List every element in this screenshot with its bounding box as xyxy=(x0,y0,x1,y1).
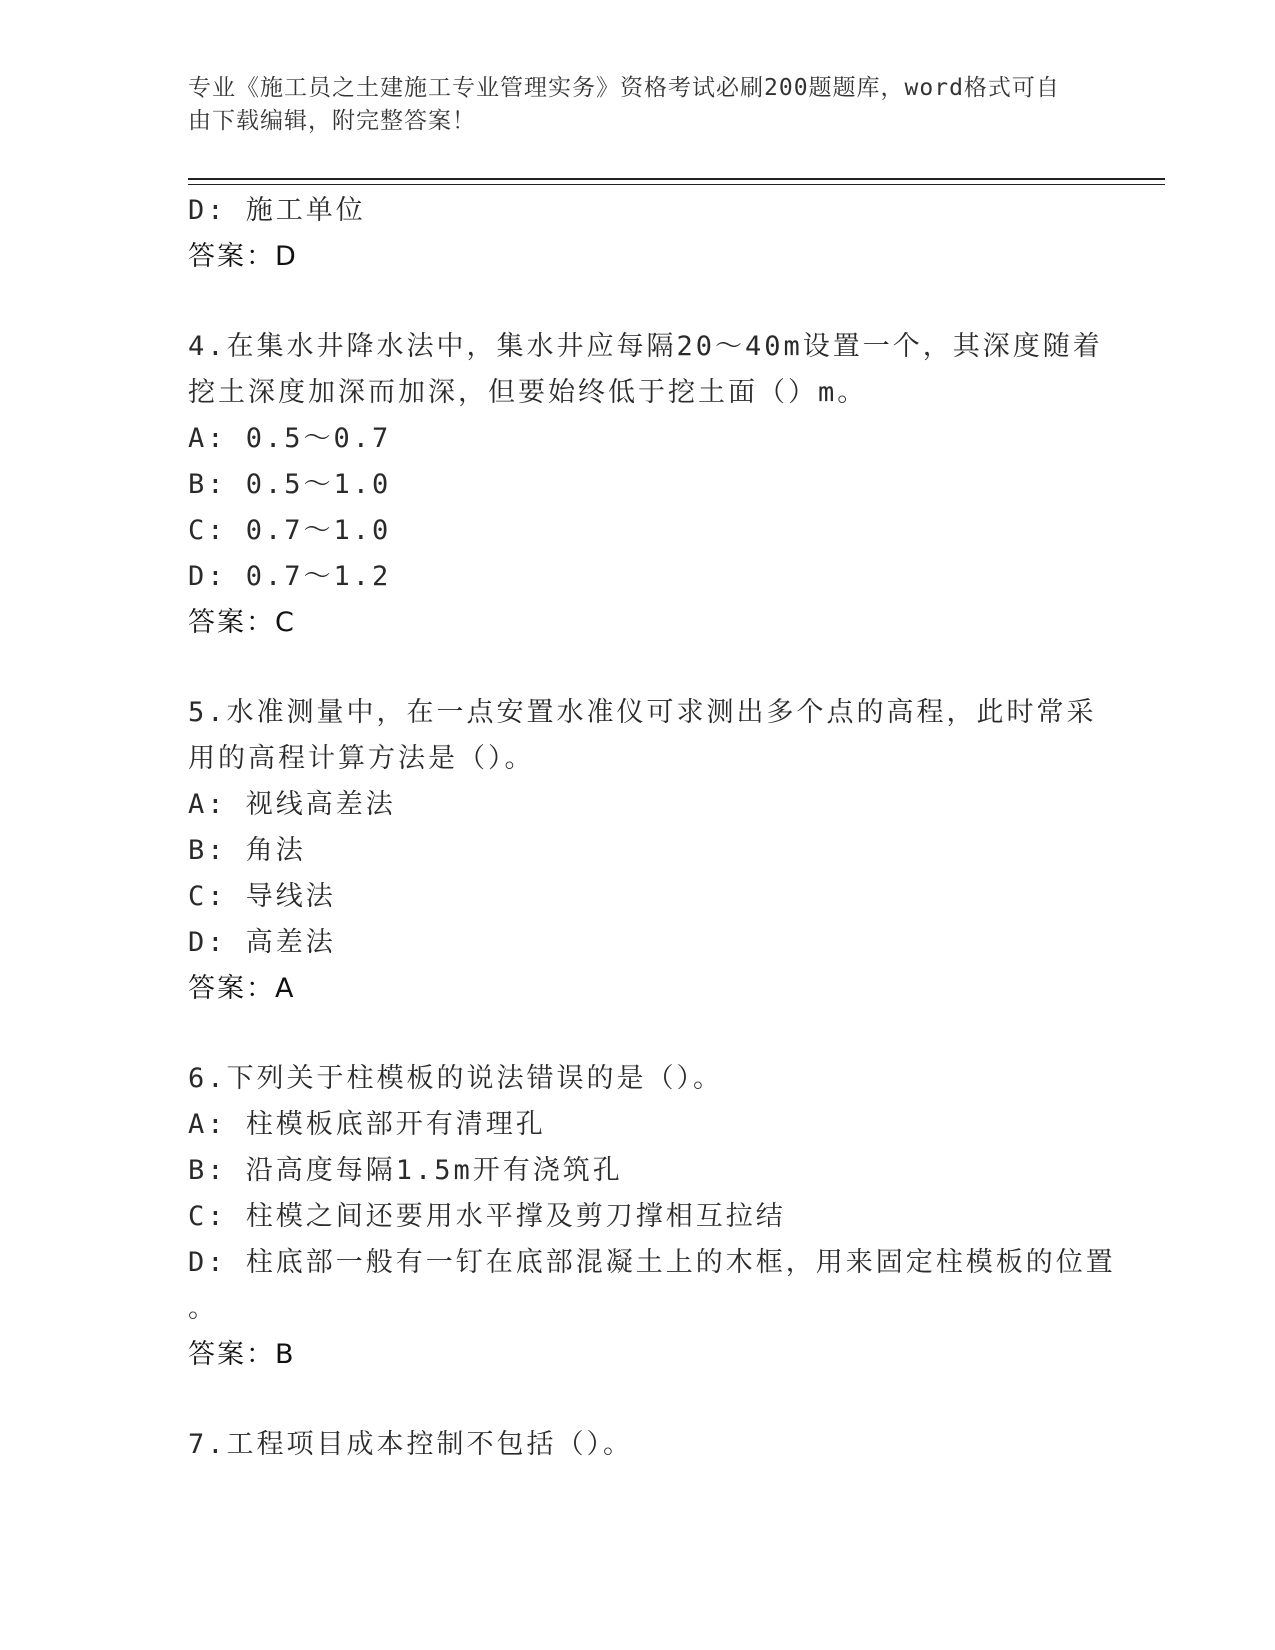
q4-stem-line2: 挖土深度加深而加深，但要始终低于挖土面（）m。 xyxy=(188,377,868,408)
q6-option-d: D: 柱底部一般有一钉在底部混凝土上的木框，用来固定柱模板的位置 xyxy=(188,1247,1116,1278)
header-divider-thin xyxy=(188,184,1165,185)
q6-option-a: A: 柱模板底部开有清理孔 xyxy=(188,1109,546,1140)
q4-option-c: C: 0.7～1.0 xyxy=(188,515,392,546)
question-4 xyxy=(188,324,1103,646)
q4-option-a: A: 0.5～0.7 xyxy=(188,423,392,454)
q6-stem: 6.下列关于柱模板的说法错误的是（）。 xyxy=(188,1063,724,1094)
question-7 xyxy=(188,1422,1088,1468)
q7-stem: 7.工程项目成本控制不包括（）。 xyxy=(188,1429,634,1460)
q6-option-c: C: 柱模之间还要用水平撑及剪刀撑相互拉结 xyxy=(188,1201,786,1232)
q5-option-b: B: 角法 xyxy=(188,835,306,866)
q5-option-c: C: 导线法 xyxy=(188,881,336,912)
question-5 xyxy=(188,690,1097,1012)
q5-option-a: A: 视线高差法 xyxy=(188,789,396,820)
question-list xyxy=(188,188,1116,1468)
question-6 xyxy=(188,1056,1116,1378)
q4-stem-line1: 4.在集水井降水法中，集水井应每隔20～40m设置一个，其深度随着 xyxy=(188,331,1103,362)
q5-stem-line2: 用的高程计算方法是（）。 xyxy=(188,743,535,774)
question-3-fragment xyxy=(188,188,1088,280)
q4-option-b: B: 0.5～1.0 xyxy=(188,469,392,500)
q5-stem-line1: 5.水准测量中，在一点安置水准仪可求测出多个点的高程，此时常采 xyxy=(188,697,1097,728)
q4-answer: 答案：C xyxy=(188,607,296,638)
q6-option-b: B: 沿高度每隔1.5m开有浇筑孔 xyxy=(188,1155,623,1186)
q3-answer: 答案：D xyxy=(188,241,298,272)
q6-answer: 答案：B xyxy=(188,1339,296,1370)
document-header: 专业《施工员之土建施工专业管理实务》资格考试必刷200题题库，word格式可自由下载编辑，附完整答案！ xyxy=(188,75,1060,134)
q3-option-d: D: 施工单位 xyxy=(188,195,366,226)
q6-option-d-tail: 。 xyxy=(188,1293,215,1324)
q4-option-d: D: 0.7～1.2 xyxy=(188,561,392,592)
header-divider-thick xyxy=(188,178,1165,180)
q5-option-d: D: 高差法 xyxy=(188,927,336,958)
q5-answer: 答案：A xyxy=(188,973,296,1004)
